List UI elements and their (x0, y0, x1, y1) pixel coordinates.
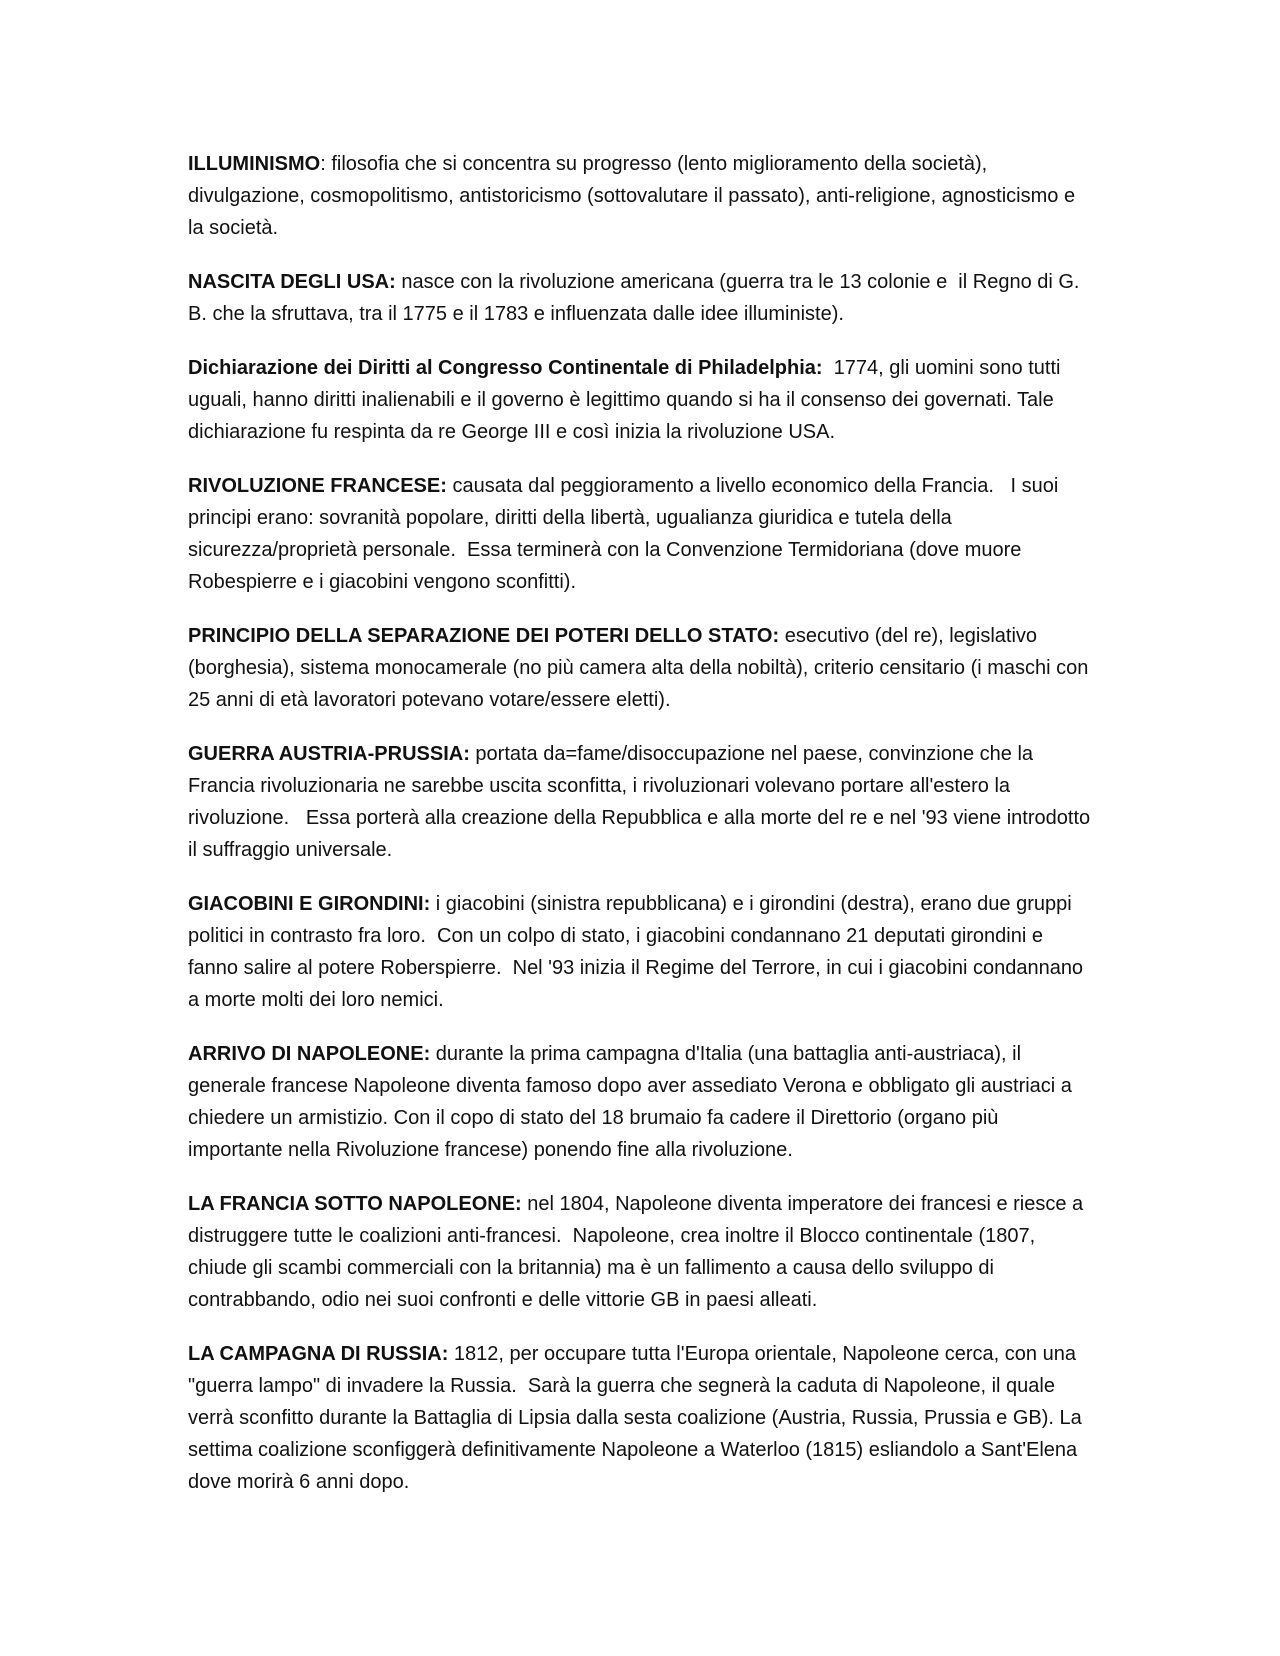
paragraph-giacobini-girondini (188, 888, 1092, 1016)
paragraph-nascita-usa (188, 266, 1092, 330)
paragraph-text: esecutivo (del re), legislativo (borghesia), sistema monocamerale (no più camera alta della nobiltà), criterio censitario (i maschi con 25 anni di età lavoratori potevano votare/essere eletti). (188, 625, 1094, 711)
paragraph-term: LA CAMPAGNA DI RUSSIA: (188, 1343, 449, 1365)
paragraph-text: : filosofia che si concentra su progresso (lento miglioramento della società), divulgazione, cosmopolitismo, antistoricismo (sottovalutare il passato), anti-religione, agnosticismo e la società. (188, 153, 1081, 239)
paragraph-text: 1774, gli uomini sono tutti uguali, hanno diritti inalienabili e il governo è legittimo quando si ha il consenso dei governati. Tale dichiarazione fu respinta da re George III e così inizia la rivoluzione USA. (188, 357, 1067, 443)
paragraph-separazione-poteri (188, 620, 1092, 716)
paragraph-text: nel 1804, Napoleone diventa imperatore dei francesi e riesce a distruggere tutte le coalizioni anti-francesi. Napoleone, crea inoltre il Blocco continentale (1807, chiude gli scambi commerciali con la britannia) ma è un fallimento a causa dello sviluppo di contrabbando, odio nei suoi confronti e delle vittorie GB in paesi alleati. (188, 1193, 1089, 1311)
paragraph-term: GUERRA AUSTRIA-PRUSSIA: (188, 743, 470, 765)
paragraph-term: ARRIVO DI NAPOLEONE: (188, 1043, 431, 1065)
paragraph-term: RIVOLUZIONE FRANCESE: (188, 475, 447, 497)
paragraph-rivoluzione-francese (188, 470, 1092, 598)
paragraph-term: NASCITA DEGLI USA: (188, 271, 396, 293)
document-body (188, 148, 1096, 1520)
paragraph-text: 1812, per occupare tutta l'Europa orientale, Napoleone cerca, con una "guerra lampo" di invadere la Russia. Sarà la guerra che segnerà la caduta di Napoleone, il quale verrà sconfitto durante la Battaglia di Lipsia dalla sesta coalizione (Austria, Russia, Prussia e GB). La settima coalizione sconfiggerà definitivamente Napoleone a Waterloo (1815) esliandolo a Sant'Elena dove morirà 6 anni dopo. (188, 1343, 1088, 1493)
paragraph-text: portata da=fame/disoccupazione nel paese, convinzione che la Francia rivoluzionaria ne sarebbe uscita sconfitta, i rivoluzionari volevano portare all'estero la rivoluzione. Essa porterà alla creazione della Repubblica e alla morte del re e nel '93 viene introdotto il suffraggio universale. (188, 743, 1096, 861)
paragraph-term: PRINCIPIO DELLA SEPARAZIONE DEI POTERI DELLO STATO: (188, 625, 780, 647)
paragraph-guerra-austria-prussia (188, 738, 1096, 866)
paragraph-term: ILLUMINISMO (188, 153, 321, 175)
paragraph-campagna-russia (188, 1338, 1092, 1498)
paragraph-text: durante la prima campagna d'Italia (una battaglia anti-austriaca), il generale francese Napoleone diventa famoso dopo aver assediato Verona e obbligato gli austriaci a chiedere un armistizio. Con il copo di stato del 18 brumaio fa cadere il Direttorio (organo più importante nella Rivoluzione francese) ponendo fine alla rivoluzione. (188, 1043, 1078, 1161)
paragraph-term: GIACOBINI E GIRONDINI: (188, 893, 431, 915)
paragraph-text: nasce con la rivoluzione americana (guerra tra le 13 colonie e il Regno di G. B. che la sfruttava, tra il 1775 e il 1783 e influenzata dalle idee illuministe). (188, 271, 1086, 325)
paragraph-text: i giacobini (sinistra repubblicana) e i girondini (destra), erano due gruppi politici in contrasto fra loro. Con un colpo di stato, i giacobini condannano 21 deputati girondini e fanno salire al potere Roberspierre. Nel '93 inizia il Regime del Terrore, in cui i giacobini condannano a morte molti dei loro nemici. (188, 893, 1089, 1011)
paragraph-arrivo-napoleone (188, 1038, 1092, 1166)
paragraph-illuminismo (188, 148, 1092, 244)
paragraph-term: LA FRANCIA SOTTO NAPOLEONE: (188, 1193, 522, 1215)
paragraph-text: causata dal peggioramento a livello economico della Francia. I suoi principi erano: sovranità popolare, diritti della libertà, ugualianza giuridica e tutela della sicurezza/proprietà personale. Essa terminerà con la Convenzione Termidoriana (dove muore Robespierre e i giacobini vengono sconfitti). (188, 475, 1064, 593)
paragraph-term: Dichiarazione dei Diritti al Congresso Continentale di Philadelphia: (188, 357, 823, 379)
paragraph-francia-sotto-napoleone (188, 1188, 1092, 1316)
paragraph-dichiarazione-diritti (188, 352, 1092, 448)
